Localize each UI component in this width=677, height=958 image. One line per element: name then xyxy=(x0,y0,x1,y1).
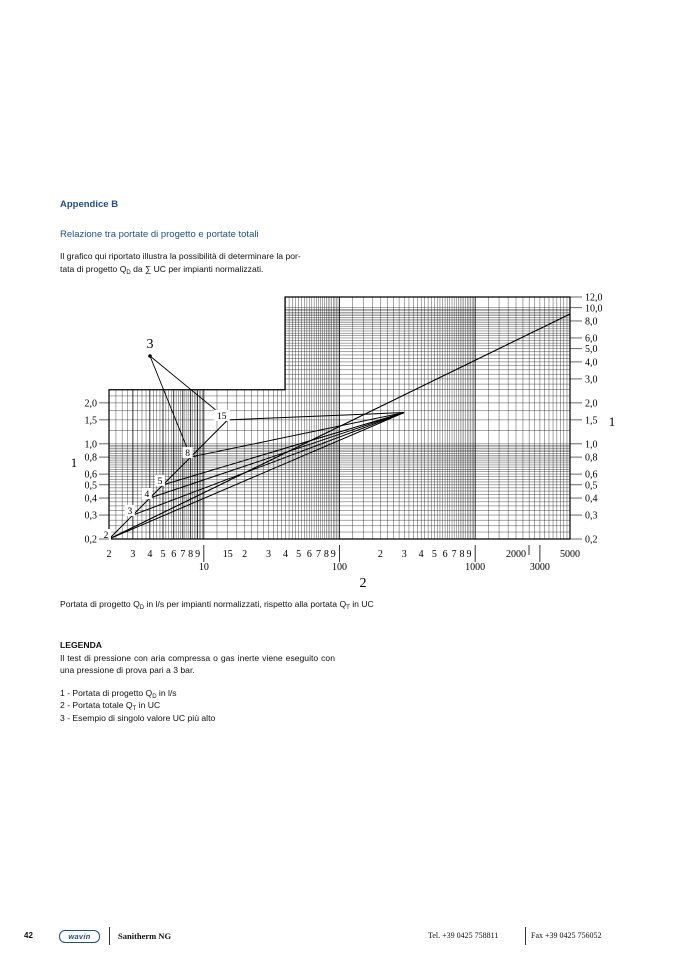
series-line-15 xyxy=(228,413,405,420)
fax: Fax +39 0425 756052 xyxy=(531,931,602,940)
x-tick-label: 6 xyxy=(442,549,448,560)
y-tick-right: 10,0 xyxy=(585,303,603,315)
x-tick-label: 2000 xyxy=(506,549,527,560)
annotation-dot xyxy=(148,354,152,358)
product-name: Sanitherm NG xyxy=(118,931,172,941)
x-tick-label: 3 xyxy=(266,549,272,560)
wavin-logo-text: wavin xyxy=(68,932,91,941)
x-tick-label: 6 xyxy=(171,549,177,560)
y-tick-left: 0,2 xyxy=(84,534,97,546)
wavin-logo xyxy=(59,930,100,943)
x-decade-label: 10 xyxy=(198,562,209,573)
x-tick-label: 2 xyxy=(242,549,248,560)
y-tick-right: 4,0 xyxy=(585,357,598,369)
subtitle: Relazione tra portate di progetto e portate totali xyxy=(60,229,259,240)
x-tick-label: 5 xyxy=(296,549,302,560)
y-tick-right: 0,8 xyxy=(585,452,598,464)
y-tick-left: 1,5 xyxy=(84,415,97,427)
x-tick-label: 7 xyxy=(451,549,457,560)
y-tick-left: 0,3 xyxy=(84,510,97,522)
x-tick-label: 5 xyxy=(160,549,166,560)
intro-line-1: Il grafico qui riportato illustra la possibilità di determinare la por- xyxy=(60,251,301,261)
curve-label: 4 xyxy=(144,490,150,501)
x-tick-label: 9 xyxy=(330,549,336,560)
curve-label: 5 xyxy=(157,476,163,487)
legend-title: LEGENDA xyxy=(60,640,103,650)
legend-text: Il test di pressione con aria compressa o gas inerte viene eseguito con una pressione di prova pari a 3 bar. xyxy=(60,652,335,675)
y-tick-right: 0,2 xyxy=(585,534,598,546)
x-tick-label: 15 xyxy=(222,549,233,560)
y-tick-right: 0,4 xyxy=(585,493,598,505)
footer-divider xyxy=(109,927,110,945)
y-tick-right: 6,0 xyxy=(585,333,598,345)
curve-label: 8 xyxy=(185,449,191,460)
y-tick-right: 3,0 xyxy=(585,374,598,386)
y-tick-right: 0,5 xyxy=(585,480,598,492)
x-tick-label: 4 xyxy=(283,549,289,560)
annotation-arrow xyxy=(150,356,191,460)
y-tick-left: 0,5 xyxy=(84,480,97,492)
curve-label: 15 xyxy=(216,411,227,422)
y-tick-right: 1,0 xyxy=(585,439,598,451)
x-axis-label: 2 xyxy=(359,576,367,591)
x-tick-label: 8 xyxy=(459,549,465,560)
y-tick-left: 0,6 xyxy=(84,469,97,481)
legend-item-3: 3 - Esempio di singolo valore UC più alto xyxy=(60,712,216,723)
y-tick-right: 5,0 xyxy=(585,344,598,356)
y-axis-label-right: 1 xyxy=(608,414,616,429)
y-axis-label-left: 1 xyxy=(70,455,78,470)
curve-label: 2 xyxy=(103,531,109,541)
y-tick-left: 0,8 xyxy=(84,452,97,464)
chart-labels xyxy=(71,293,616,592)
x-decade-label: 3000 xyxy=(529,562,550,573)
y-tick-right: 0,3 xyxy=(585,510,598,522)
legend-item-1: 1 - Portata di progetto $Q_D$ in l/s xyxy=(60,687,177,700)
x-tick-label: 8 xyxy=(323,549,329,560)
annotation-label: 3 xyxy=(146,337,154,352)
x-tick-label: 3 xyxy=(401,549,407,560)
page-number: 42 xyxy=(24,931,33,940)
y-tick-right: 8,0 xyxy=(585,316,598,328)
x-tick-label: 9 xyxy=(466,549,472,560)
x-tick-label: 4 xyxy=(147,549,153,560)
x-tick-label: 5000 xyxy=(560,549,580,560)
x-tick-label: 7 xyxy=(180,549,186,560)
x-decade-label: 1000 xyxy=(465,562,486,573)
x-tick-label: 2 xyxy=(377,549,383,560)
telephone: Tel. +39 0425 758811 xyxy=(428,931,499,940)
legend-block xyxy=(60,639,335,724)
section-title: Appendice B xyxy=(60,199,119,210)
y-tick-right: 0,6 xyxy=(585,469,598,481)
legend-item-2: 2 - Portata totale $Q_T$ in UC xyxy=(60,700,161,712)
x-tick-label: 8 xyxy=(188,549,194,560)
x-tick-label: 4 xyxy=(418,549,424,560)
series-line-diag-2-15 xyxy=(109,420,228,539)
curve-label: 3 xyxy=(127,507,133,518)
y-tick-left: 0,4 xyxy=(84,493,97,505)
x-tick-label: 2 xyxy=(106,549,112,560)
y-tick-right: 1,5 xyxy=(585,415,598,427)
y-tick-left: 2,0 xyxy=(84,398,97,410)
x-tick-label: 5 xyxy=(431,549,437,560)
y-tick-right: 2,0 xyxy=(585,398,598,410)
x-tick-label: 7 xyxy=(315,549,321,560)
chart-caption: Portata di progetto $Q_D$ in l/s per impianti normalizzati, rispetto alla portata $Q_T$ in UC xyxy=(60,599,374,611)
y-tick-left: 1,0 xyxy=(84,439,97,451)
footer-divider-2 xyxy=(525,927,526,945)
x-tick-label: 6 xyxy=(306,549,312,560)
intro-line-2: tata di progetto $Q_D$ da ∑ UC per impianti normalizzati. xyxy=(60,263,264,276)
x-tick-label: 3 xyxy=(130,549,136,560)
chart-grid xyxy=(109,297,570,539)
x-decade-label: 100 xyxy=(332,562,347,573)
y-tick-right: 12,0 xyxy=(585,292,603,304)
x-tick-label: 9 xyxy=(195,549,201,560)
